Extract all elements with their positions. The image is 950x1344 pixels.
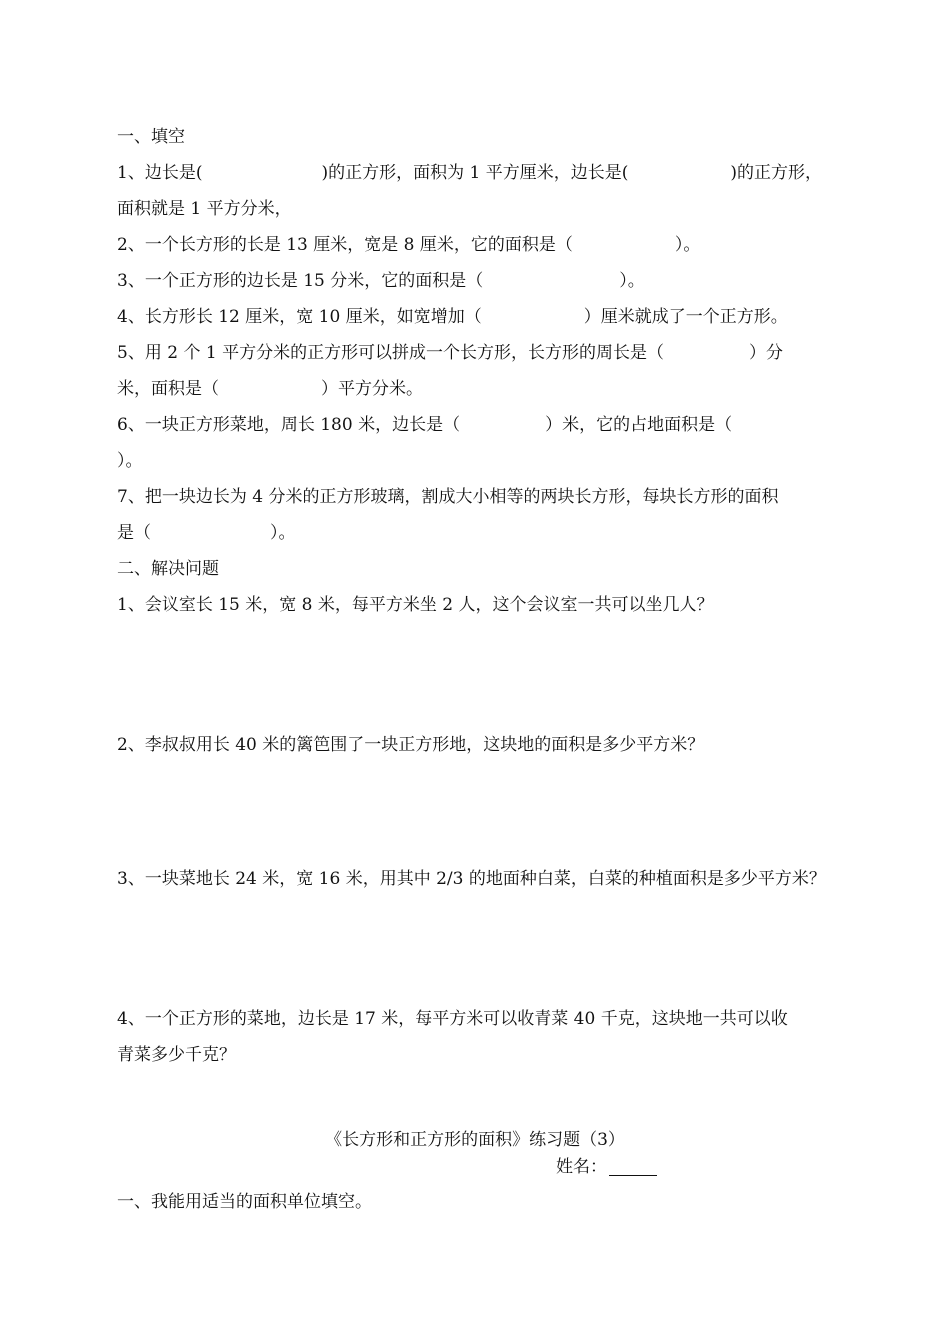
part3-section-heading: 一、我能用适当的面积单位填空。 <box>117 1192 372 1212</box>
problem-3: 3、一块菜地长 24 米，宽 16 米，用其中 2/3 的地面种白菜，白菜的种植面积是多少平方米？ <box>117 869 826 889</box>
question-5-line-2: 米，面积是（ ）平方分米。 <box>117 379 423 399</box>
question-6-line-1: 6、一块正方形菜地，周长 180 米，边长是（ ）米，它的占地面积是（ <box>117 415 733 435</box>
question-7-line-1: 7、把一块边长为 4 分米的正方形玻璃，割成大小相等的两块长方形，每块长方形的面积 <box>117 487 779 507</box>
question-5-line-1: 5、用 2 个 1 平方分米的正方形可以拼成一个长方形，长方形的周长是（ ）分 <box>117 343 784 363</box>
section1-heading: 一、填空 <box>117 127 185 147</box>
problem-2: 2、李叔叔用长 40 米的篱笆围了一块正方形地，这块地的面积是多少平方米？ <box>117 735 705 755</box>
problem-4-line-2: 青菜多少千克？ <box>117 1045 236 1065</box>
problem-1: 1、会议室长 15 米，宽 8 米，每平方米坐 2 人，这个会议室一共可以坐几人？ <box>117 595 714 615</box>
question-1-line-1: 1、边长是( )的正方形，面积为 1 平方厘米，边长是( )的正方形， <box>117 163 822 183</box>
problem-4-line-1: 4、一个正方形的菜地，边长是 17 米，每平方米可以收青菜 40 千克，这块地一共可以收 <box>117 1009 788 1029</box>
question-2: 2、一个长方形的长是 13 厘米，宽是 8 厘米，它的面积是（ ）。 <box>117 235 701 255</box>
question-6-line-2: ）。 <box>117 451 143 471</box>
name-label: 姓名： <box>556 1157 607 1177</box>
name-field-row <box>556 1155 657 1179</box>
exercise-title: 《长方形和正方形的面积》练习题（3） <box>325 1130 625 1150</box>
section2-heading: 二、解决问题 <box>117 559 219 579</box>
question-1-line-2: 面积就是 1 平方分米， <box>117 199 292 219</box>
question-3: 3、一个正方形的边长是 15 分米，它的面积是（ ）。 <box>117 271 645 291</box>
name-blank[interactable] <box>609 1157 657 1176</box>
question-4: 4、长方形长 12 厘米，宽 10 厘米，如宽增加（ ）厘米就成了一个正方形。 <box>117 307 788 327</box>
question-7-line-2: 是（ ）。 <box>117 523 296 543</box>
